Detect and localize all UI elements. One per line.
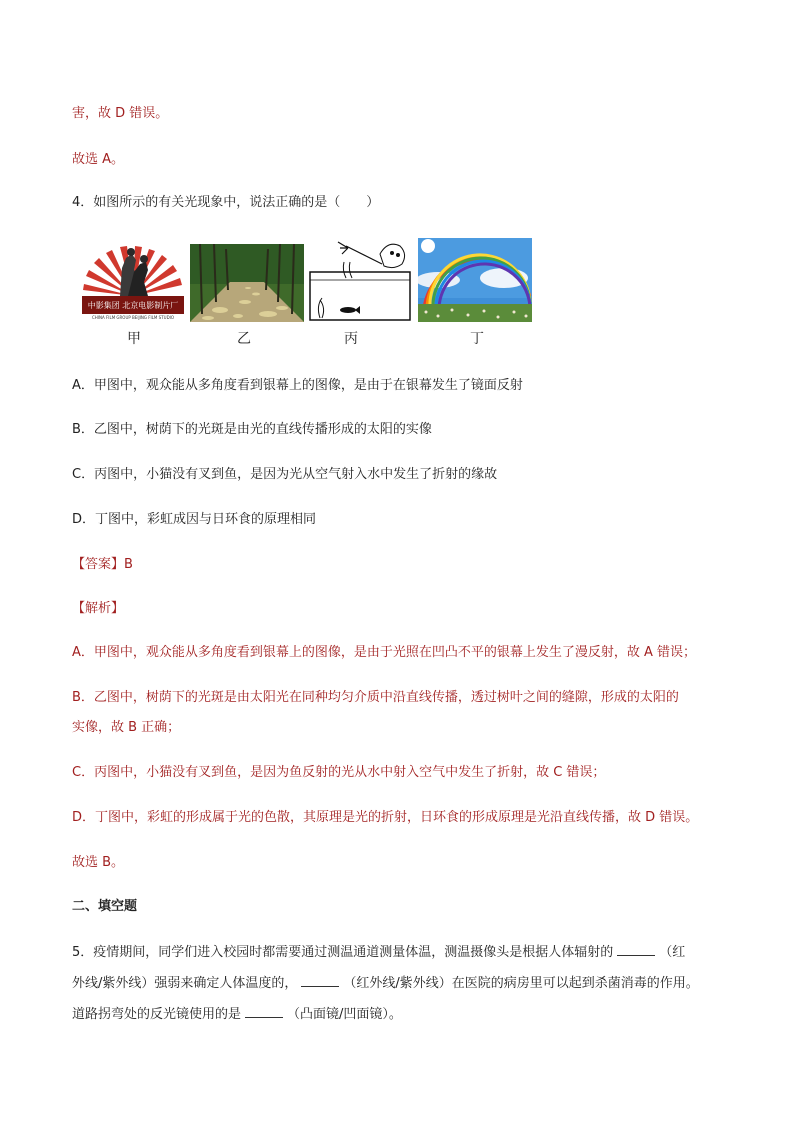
section-title-fill-blank: 二、填空题 [72,899,138,914]
image-bing-cat-fish [308,240,414,322]
prev-choice: 故选 A。 [72,152,125,167]
q5-line-2 [72,972,699,991]
caption-jia: 甲 [127,331,141,347]
q4-question: 4．如图所示的有关光现象中，说法正确的是（ ） [72,195,380,210]
q5-text-2b: （红外线/紫外线）在医院的病房里可以起到杀菌消毒的作用。 [343,976,699,991]
q4-analysis-d: D．丁图中，彩虹的形成属于光的色散，其原理是光的折射，日环食的形成原理是光沿直线传播，故 D 错误。 [72,810,699,825]
prev-analysis-end: 害，故 D 错误。 [72,106,169,121]
q4-analysis-title: 【解析】 [72,601,125,616]
q5-line-1 [72,941,685,960]
q5-text-3b: （凸面镜/凹面镜）。 [287,1007,402,1022]
caption-bing: 丙 [344,331,358,347]
q5-blank-3 [245,1005,283,1018]
q4-analysis-b-cont: 实像，故 B 正确； [72,720,181,735]
image-jia-logo [82,240,184,322]
q5-line-3 [72,1003,402,1022]
q5-blank-2 [301,974,339,987]
q4-analysis-c: C．丙图中，小猫没有叉到鱼，是因为鱼反射的光从水中射入空气中发生了折射，故 C 错误； [72,765,606,780]
q4-option-a: A．甲图中，观众能从多角度看到银幕上的图像，是由于在银幕发生了镜面反射 [72,378,523,393]
q5-text-3a: 道路拐弯处的反光镜使用的是 [72,1007,242,1022]
q4-option-c: C．丙图中，小猫没有叉到鱼，是因为光从空气射入水中发生了折射的缘故 [72,467,498,482]
q5-text-1a: 5．疫情期间，同学们进入校园时都需要通过测温通道测量体温，测温摄像头是根据人体辐射的 [72,945,614,960]
logo-title: 中影集团 北京电影制片厂 [87,301,179,310]
q5-text-1b: （红 [659,945,686,960]
image-ding-rainbow [418,238,532,322]
caption-ding: 丁 [470,331,484,347]
q4-choice: 故选 B。 [72,855,125,870]
q4-analysis-b: B．乙图中，树荫下的光斑是由太阳光在同种均匀介质中沿直线传播，透过树叶之间的缝隙，形成的太阳的 [72,690,679,705]
caption-yi: 乙 [237,331,251,347]
q5-blank-1 [617,943,655,956]
q4-answer: 【答案】B [72,557,133,572]
logo-subtitle: CHINA FILM GROUP BEIJING FILM STUDIO [92,315,174,320]
q4-option-b: B．乙图中，树荫下的光斑是由光的直线传播形成的太阳的实像 [72,422,432,437]
q4-option-d: D．丁图中，彩虹成因与日环食的原理相同 [72,512,317,527]
q5-text-2a: 外线/紫外线）强弱来确定人体温度的， [72,976,298,991]
q4-analysis-a: A．甲图中，观众能从多角度看到银幕上的图像，是由于光照在凹凸不平的银幕上发生了漫反射，故 A 错误； [72,645,697,660]
image-yi-tree-shade [190,244,304,322]
